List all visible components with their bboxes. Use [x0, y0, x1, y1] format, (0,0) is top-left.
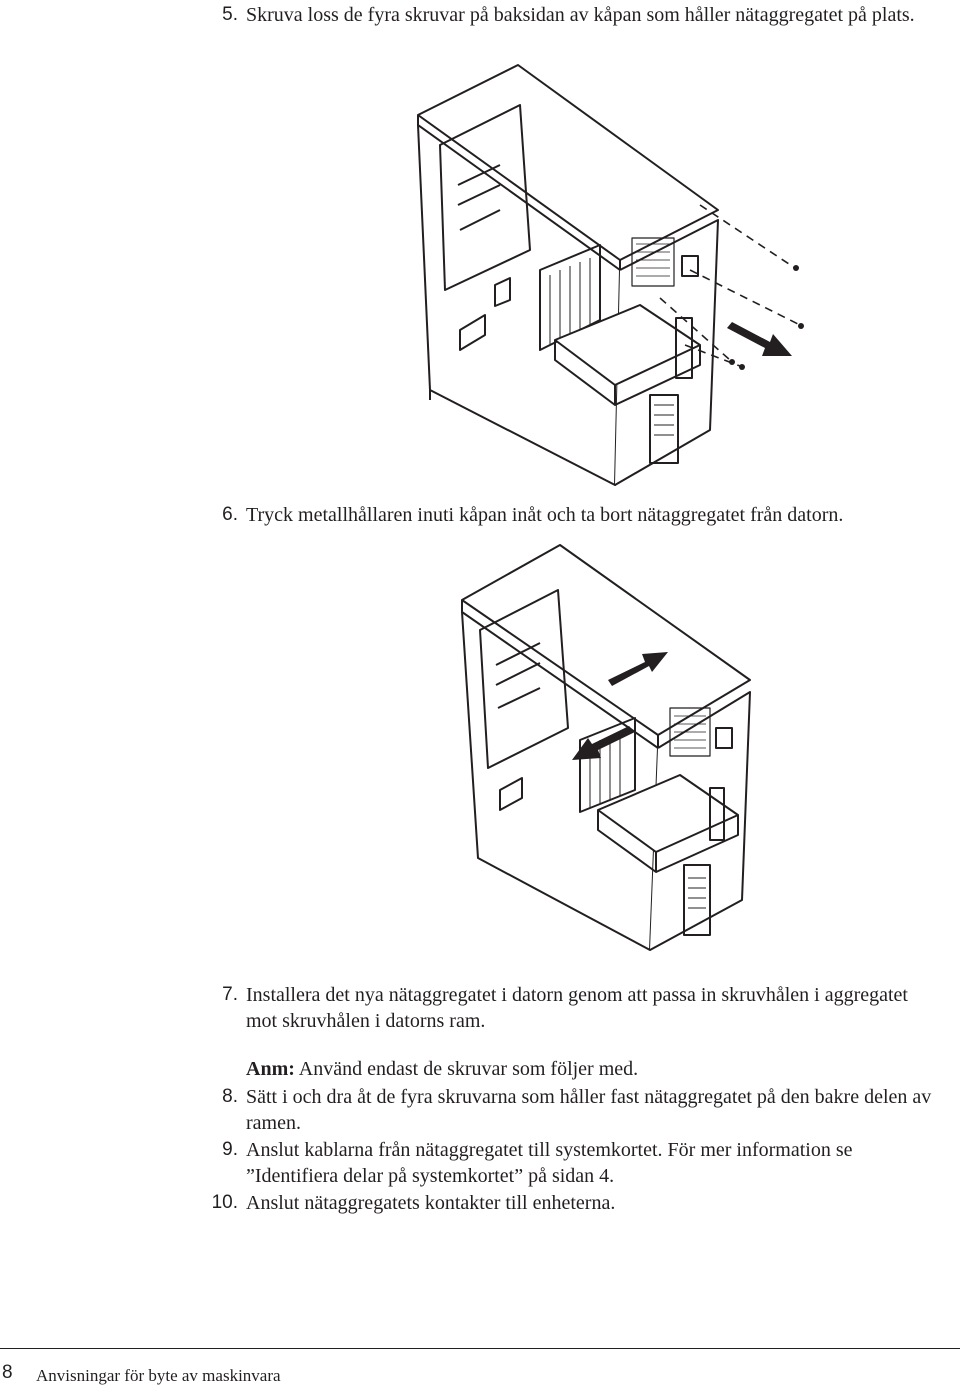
note: [246, 1056, 638, 1082]
step-text: Skruva loss de fyra skruvar på baksidan av kåpan som håller nätaggregatet på plats.: [246, 4, 915, 26]
step-text: Sätt i och dra åt de fyra skruvarna som håller fast nätaggregatet på den bakre delen av ramen.: [246, 1086, 932, 1134]
step-7: [222, 982, 938, 1034]
step-8: [222, 1084, 938, 1136]
step-text: Installera det nya nätaggregatet i datorn genom att passa in skruvhålen i aggregatet mot skruvhålen i datorns ram.: [246, 984, 908, 1032]
step-6: [222, 502, 938, 528]
footer-title: Anvisningar för byte av maskinvara: [36, 1366, 281, 1385]
step-text: Anslut nätaggregatets kontakter till enheterna.: [246, 1192, 616, 1214]
note-text: Använd endast de skruvar som följer med.: [298, 1058, 639, 1080]
step-10: [211, 1190, 938, 1216]
step-number: 10.: [211, 1192, 238, 1213]
step-number: 8.: [222, 1086, 238, 1107]
step-text: Tryck metallhållaren inuti kåpan inåt och ta bort nätaggregatet från datorn.: [246, 504, 844, 526]
step-9: [222, 1137, 938, 1189]
note-label: Anm:: [246, 1058, 295, 1080]
step-number: 7.: [222, 984, 238, 1005]
figure-remove-screws: [400, 60, 820, 490]
step-5: [222, 2, 938, 28]
footer-rule: [0, 1348, 960, 1349]
step-number: 5.: [222, 4, 238, 25]
step-number: 6.: [222, 504, 238, 525]
step-number: 9.: [222, 1139, 238, 1160]
step-text: Anslut kablarna från nätaggregatet till systemkortet. För mer information se ”Identifiera delar på systemkortet” på sidan 4.: [246, 1139, 853, 1187]
page-number: 8: [2, 1362, 13, 1383]
figure-slide-out-power-supply: [430, 540, 790, 960]
